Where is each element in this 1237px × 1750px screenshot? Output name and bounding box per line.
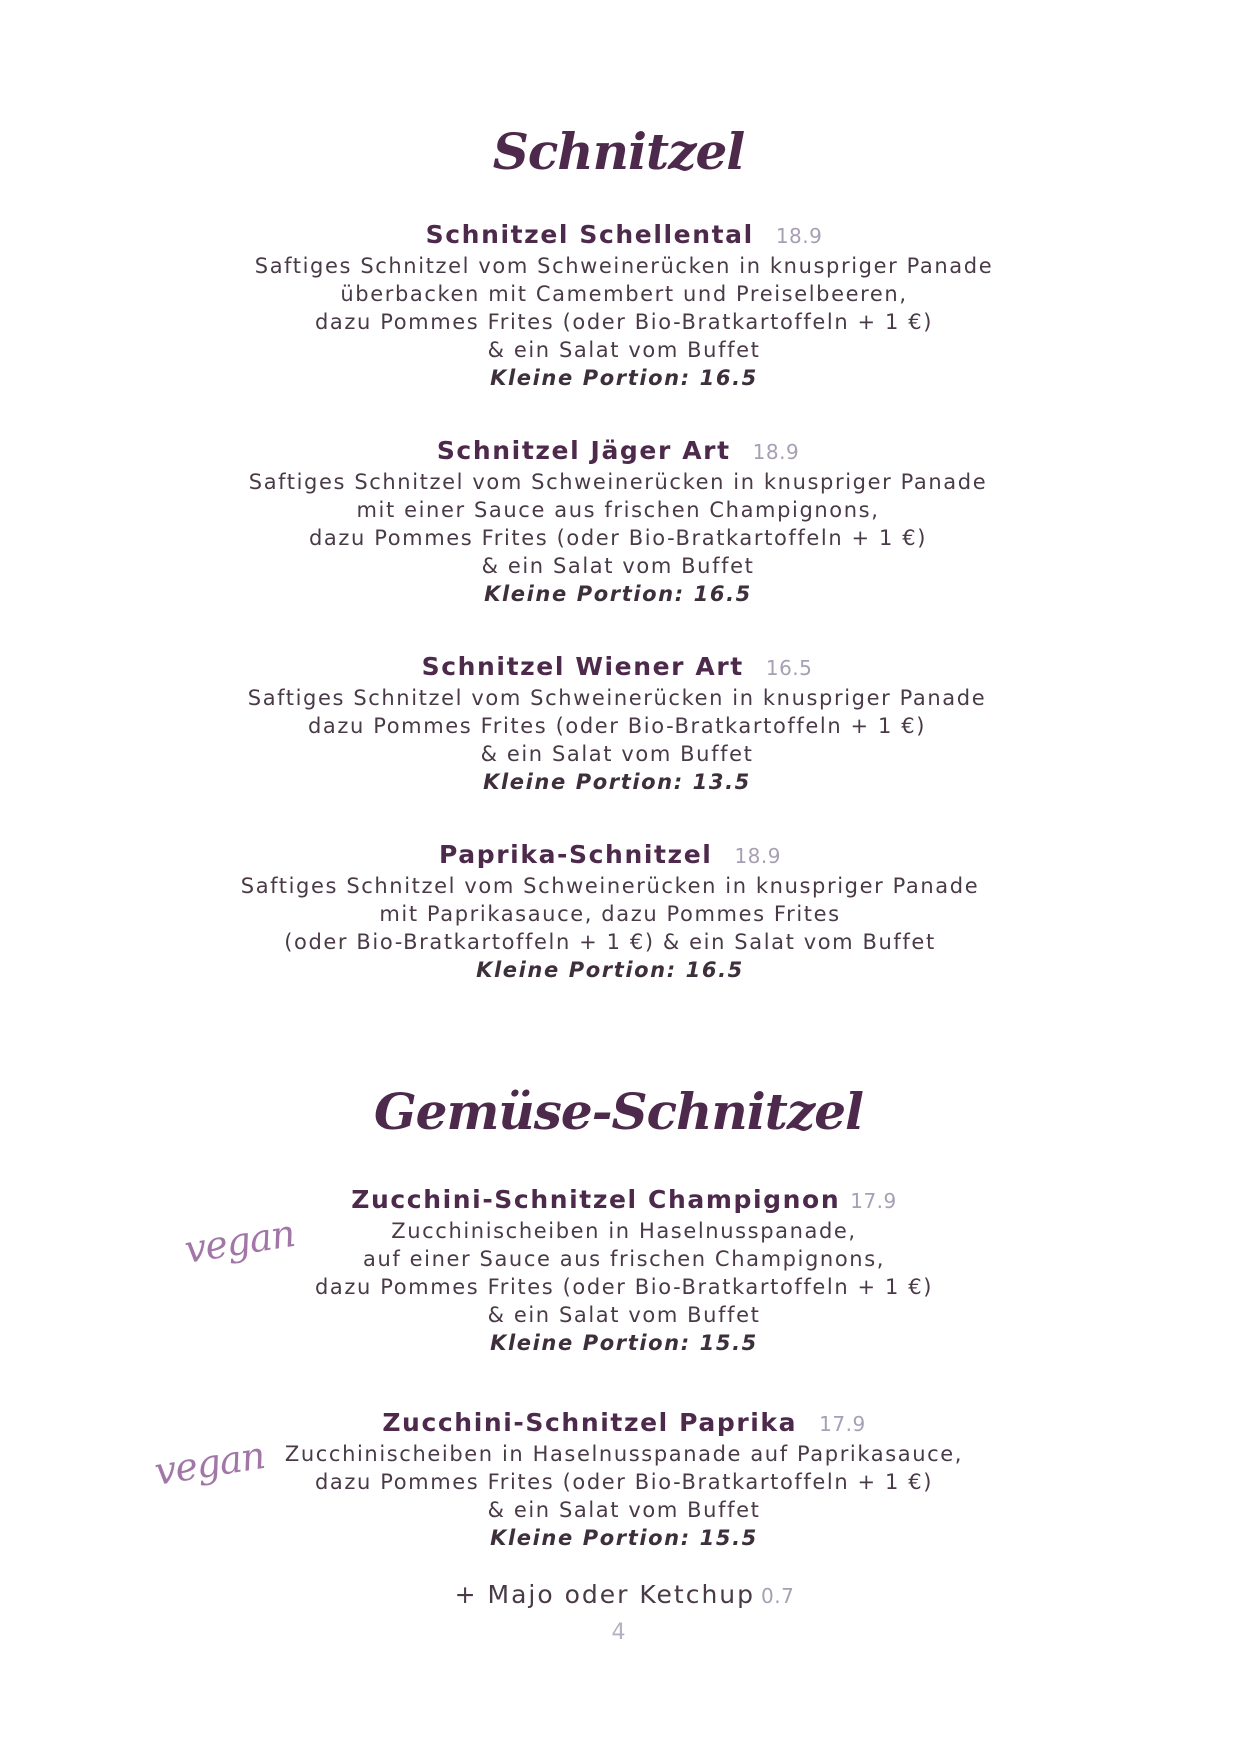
small-portion: Kleine Portion: 16.5 xyxy=(476,958,744,982)
item-name: Schnitzel Wiener Art xyxy=(421,652,744,681)
extra-price: 0.7 xyxy=(761,1584,795,1608)
item-name: Schnitzel Jäger Art xyxy=(436,436,731,465)
item-desc-line: & ein Salat vom Buffet xyxy=(480,742,754,766)
item-desc-line: überbacken mit Camembert und Preiselbeeren, xyxy=(340,282,908,306)
section-title-schnitzel: Schnitzel xyxy=(492,122,745,181)
item-desc-line: Saftiges Schnitzel vom Schweinerücken in knuspriger Panade xyxy=(248,470,988,494)
item-price: 18.9 xyxy=(775,224,823,248)
extra-sauce-option xyxy=(6,1580,1237,1609)
menu-item-paprika-schnitzel xyxy=(210,838,1010,984)
item-desc-line: Saftiges Schnitzel vom Schweinerücken in knuspriger Panade xyxy=(247,686,987,710)
item-name: Schnitzel Schellental xyxy=(425,220,754,249)
menu-item-schnitzel-schellental xyxy=(224,218,1024,392)
item-price: 18.9 xyxy=(734,844,781,868)
small-portion: Kleine Portion: 15.5 xyxy=(490,1331,758,1355)
item-name: Paprika-Schnitzel xyxy=(439,840,713,869)
small-portion: Kleine Portion: 16.5 xyxy=(484,582,752,606)
item-desc-line: Saftiges Schnitzel vom Schweinerücken in knuspriger Panade xyxy=(240,874,980,898)
menu-item-schnitzel-wiener-art xyxy=(217,650,1017,796)
page-number: 4 xyxy=(611,1620,626,1645)
item-desc-line: dazu Pommes Frites (oder Bio-Bratkartoffeln + 1 €) xyxy=(308,526,928,550)
small-portion: Kleine Portion: 16.5 xyxy=(490,366,758,390)
extra-label: + Majo oder Ketchup xyxy=(454,1580,756,1609)
item-desc-line: dazu Pommes Frites (oder Bio-Bratkartoffeln + 1 €) xyxy=(314,310,934,334)
item-desc-line: & ein Salat vom Buffet xyxy=(487,338,761,362)
item-name: Zucchini-Schnitzel Champignon xyxy=(351,1185,841,1214)
section-title-gemuese-schnitzel: Gemüse-Schnitzel xyxy=(373,1082,864,1141)
small-portion: Kleine Portion: 15.5 xyxy=(490,1526,758,1550)
item-desc-line: mit Paprikasauce, dazu Pommes Frites xyxy=(379,902,841,926)
vegan-badge: vegan xyxy=(151,1432,268,1494)
item-desc-line: dazu Pommes Frites (oder Bio-Bratkartoffeln + 1 €) xyxy=(314,1470,934,1494)
item-desc-line: auf einer Sauce aus frischen Champignons, xyxy=(362,1247,886,1271)
menu-item-zucchini-schnitzel-paprika xyxy=(224,1406,1024,1552)
item-name: Zucchini-Schnitzel Paprika xyxy=(382,1408,798,1437)
item-price: 16.5 xyxy=(765,656,813,680)
item-desc-line: Zucchinischeiben in Haselnusspanade, xyxy=(391,1219,857,1243)
item-desc-line: mit einer Sauce aus frischen Champignons, xyxy=(356,498,880,522)
item-desc-line: & ein Salat vom Buffet xyxy=(487,1303,761,1327)
menu-item-zucchini-schnitzel-champignon xyxy=(224,1183,1024,1357)
item-price: 17.9 xyxy=(850,1189,897,1213)
item-desc-line: & ein Salat vom Buffet xyxy=(487,1498,761,1522)
small-portion: Kleine Portion: 13.5 xyxy=(483,770,751,794)
item-desc-line: Zucchinischeiben in Haselnusspanade auf Paprikasauce, xyxy=(284,1442,964,1466)
item-price: 18.9 xyxy=(752,440,800,464)
menu-item-schnitzel-jaeger-art xyxy=(218,434,1018,608)
item-desc-line: Saftiges Schnitzel vom Schweinerücken in knuspriger Panade xyxy=(254,254,994,278)
item-desc-line: dazu Pommes Frites (oder Bio-Bratkartoffeln + 1 €) xyxy=(307,714,927,738)
vegan-badge: vegan xyxy=(181,1210,298,1272)
item-price: 17.9 xyxy=(819,1412,866,1436)
item-desc-line: (oder Bio-Bratkartoffeln + 1 €) & ein Salat vom Buffet xyxy=(284,930,936,954)
item-desc-line: dazu Pommes Frites (oder Bio-Bratkartoffeln + 1 €) xyxy=(314,1275,934,1299)
item-desc-line: & ein Salat vom Buffet xyxy=(481,554,755,578)
